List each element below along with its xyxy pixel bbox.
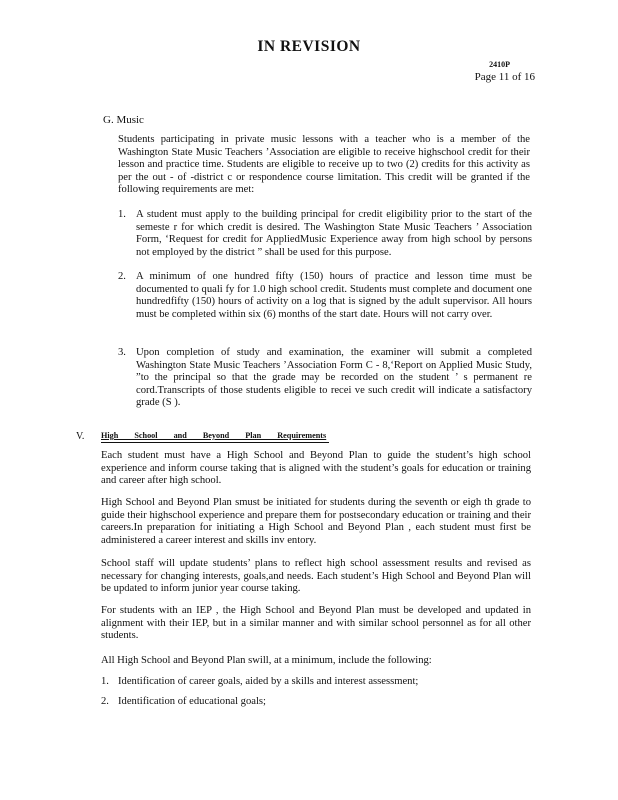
policy-code: 2410P (489, 60, 510, 69)
list-item-text: Identification of career goals, aided by a skills and interest assessment; (118, 676, 419, 687)
list-item-text: A minimum of one hundred fifty (150) hours of practice and lesson time must be documented to quali fy for 1.0 high school credit. Students must complete and document one hundredfifty (150) hours of activity on a log that is signed by the adult supervisor. All hours must be completed within six (6) months of the start date. Hours will not carry over. (136, 271, 532, 320)
paragraph: Each student must have a High School and Beyond Plan to guide the student’s high school experience and inform course taking that is aligned with the student’s goals for education or training and career after high school. (101, 450, 531, 487)
list-item-number: 2. (101, 696, 109, 707)
page-number: Page 11 of 16 (474, 71, 535, 83)
paragraph: High School and Beyond Plan smust be initiated for students during the seventh or eigh th grade to guide their highschool experience and prepare them for postsecondary education or training and their careers.In preparation for initiating a High School and Beyond Plan , each student must first be administered a career interest and skills inv entory. (101, 497, 531, 546)
section-g-intro: Students participating in private music lessons with a teacher who is a member of the Washington State Music Teachers ’Association are eligible to receive highschool credit for their lesson and practice time. Students are eligible to receive up to two (2) credits for this activity as per the out - of -district c or respondence course limitation. This credit will be granted if the following requirements are met: (118, 134, 530, 196)
list-item-text: A student must apply to the building principal for credit eligibility prior to the start of the semeste r for which credit is desired. The Washington State Music Teachers ’ Association Form, ‘Request for credit for AppliedMusic Experience away from high school by persons not employed by the district ” shall be used for this purpose. (136, 209, 532, 258)
paragraph: For students with an IEP , the High School and Beyond Plan must be developed and updated in alignment with their IEP, but in a similar manner and with similar school personnel as for all other students. (101, 605, 531, 642)
section-v-heading: High School and Beyond Plan Requirements (101, 431, 329, 443)
paragraph: School staff will update students’ plans to reflect high school assessment results and revised as necessary for changing interests, goals,and needs. Each student’s High School and Beyond Plan will be updated to inform junior year course taking. (101, 558, 531, 595)
list-item-number: 3. (118, 347, 126, 358)
section-v-number: V. (76, 431, 85, 442)
list-item-number: 2. (118, 271, 126, 282)
list-item-number: 1. (101, 676, 109, 687)
list-item-number: 1. (118, 209, 126, 220)
list-item-text: Identification of educational goals; (118, 696, 266, 707)
section-g-label: G. Music (103, 114, 144, 126)
page-title: IN REVISION (257, 38, 361, 55)
list-item-text: Upon completion of study and examination, the examiner will submit a completed Washington State Music Teachers ’Association Form C - 8,‘Report on Applied Music Study, ”to the principal so that the grade may be recorded on the student ’ s permanent re cord.Transcripts of those students eligible to recei ve such credit will indicate a satisfactory grade (S ). (136, 347, 532, 409)
paragraph: All High School and Beyond Plan swill, at a minimum, include the following: (101, 655, 432, 666)
